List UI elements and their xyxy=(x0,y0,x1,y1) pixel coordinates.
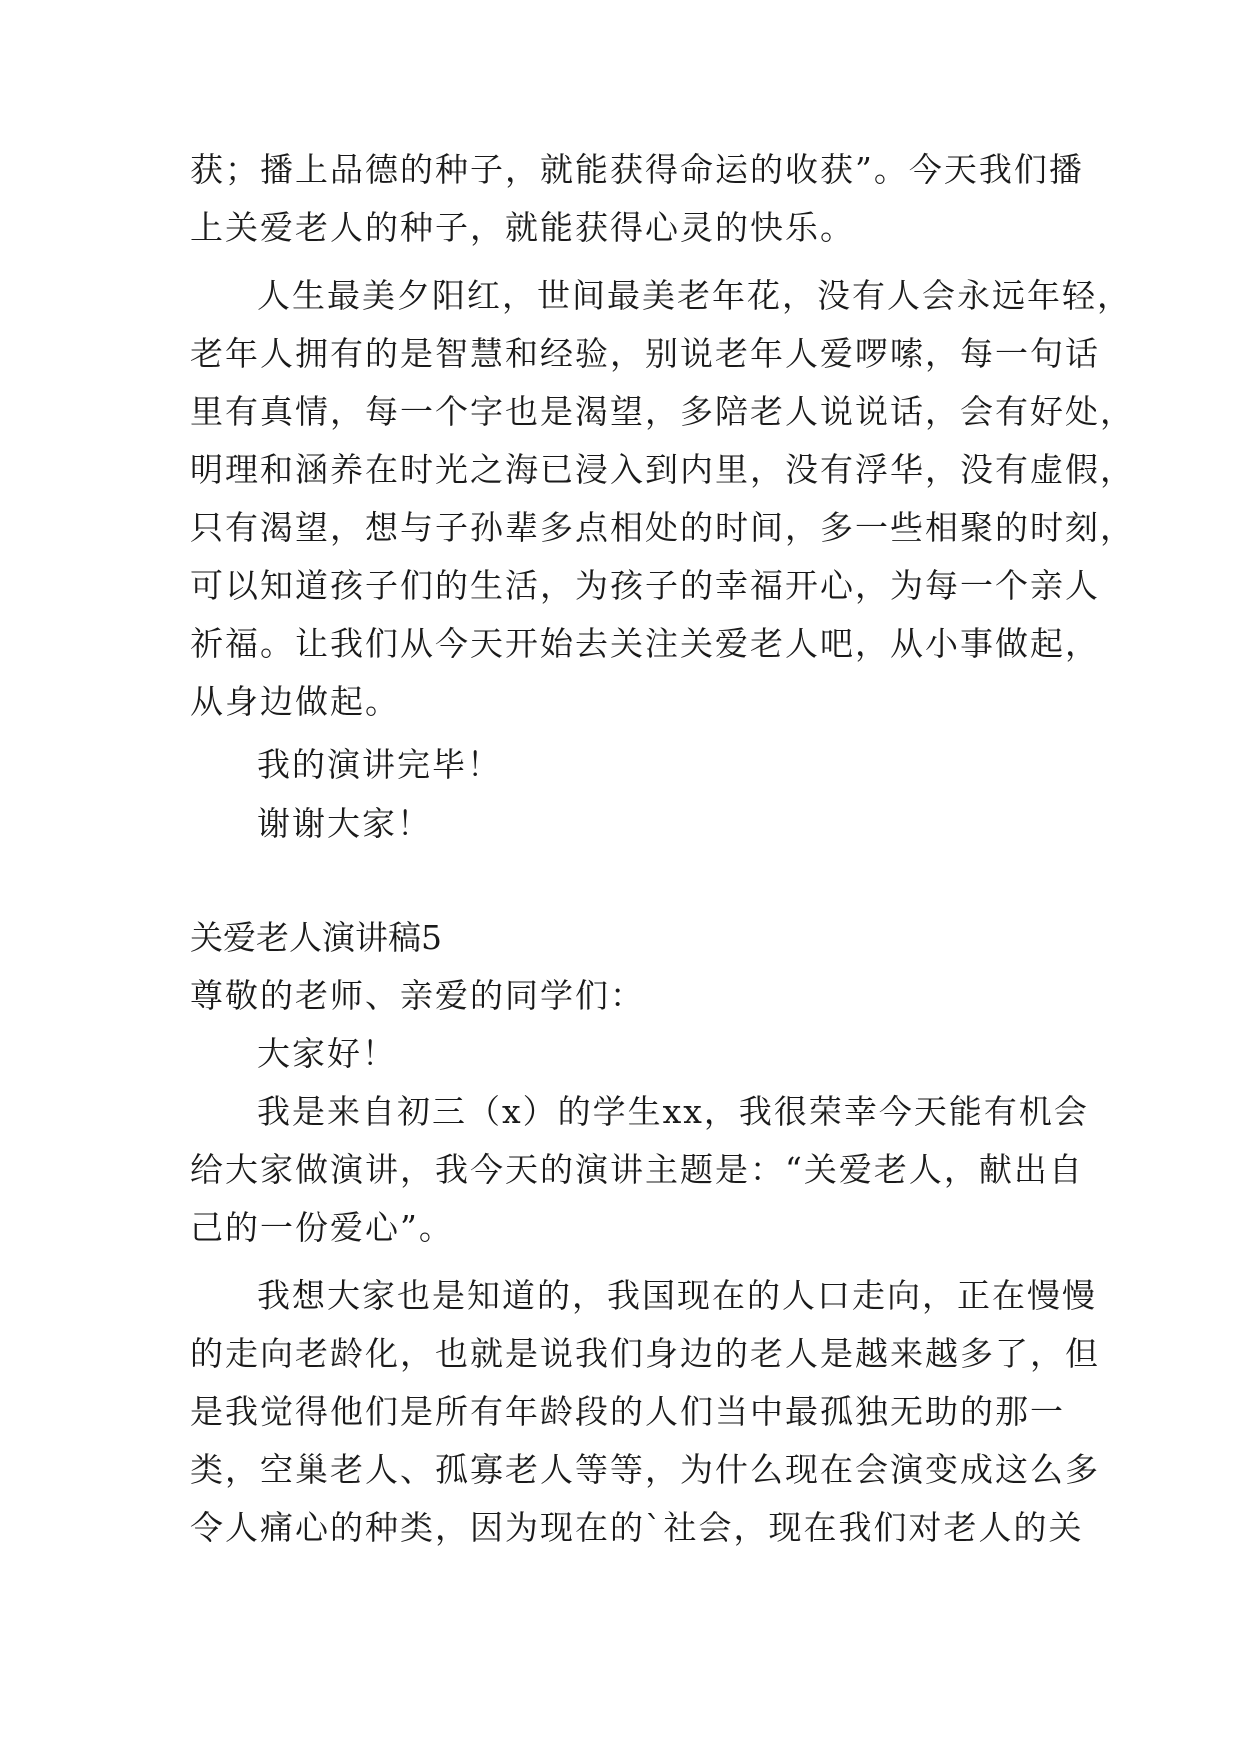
text-line: 从身边做起。 xyxy=(190,682,400,721)
paragraph-line: 我想大家也是知道的，我国现在的人口走向，正在慢慢 xyxy=(257,1276,1097,1315)
text-line: 明理和涵养在时光之海已浸入到内里，没有浮华，没有虚假， xyxy=(190,450,1135,489)
text-line: 祈福。让我们从今天开始去关注关爱老人吧，从小事做起， xyxy=(190,624,1100,663)
text-line: 可以知道孩子们的生活，为孩子的幸福开心，为每一个亲人 xyxy=(190,566,1100,605)
text-line: 的走向老龄化，也就是说我们身边的老人是越来越多了，但 xyxy=(190,1334,1100,1373)
text-line: 己的一份爱心”。 xyxy=(190,1208,454,1247)
text-line: 只有渴望，想与子孙辈多点相处的时间，多一些相聚的时刻， xyxy=(190,508,1135,547)
paragraph-line: 我是来自初三（x）的学生xx，我很荣幸今天能有机会 xyxy=(257,1092,1089,1131)
text-line: 里有真情，每一个字也是渴望，多陪老人说说话，会有好处， xyxy=(190,392,1135,431)
greeting: 大家好！ xyxy=(257,1034,397,1073)
text-line: 上关爱老人的种子，就能获得心灵的快乐。 xyxy=(190,208,855,247)
section-title: 关爱老人演讲稿5 xyxy=(190,918,442,957)
text-line: 获；播上品德的种子，就能获得命运的收获”。今天我们播 xyxy=(190,150,1084,189)
text-line: 是我觉得他们是所有年龄段的人们当中最孤独无助的那一 xyxy=(190,1392,1065,1431)
closing-line: 我的演讲完毕！ xyxy=(257,745,502,784)
paragraph-line: 人生最美夕阳红，世间最美老年花，没有人会永远年轻， xyxy=(257,276,1132,315)
salutation: 尊敬的老师、亲爱的同学们： xyxy=(190,976,645,1015)
thanks-line: 谢谢大家！ xyxy=(257,804,432,843)
text-line: 给大家做演讲，我今天的演讲主题是：“关爱老人，献出自 xyxy=(190,1150,1084,1189)
text-line: 令人痛心的种类，因为现在的`社会，现在我们对老人的关 xyxy=(190,1508,1084,1547)
text-line: 类，空巢老人、孤寡老人等等，为什么现在会演变成这么多 xyxy=(190,1450,1100,1489)
text-line: 老年人拥有的是智慧和经验，别说老年人爱啰嗦，每一句话 xyxy=(190,334,1100,373)
